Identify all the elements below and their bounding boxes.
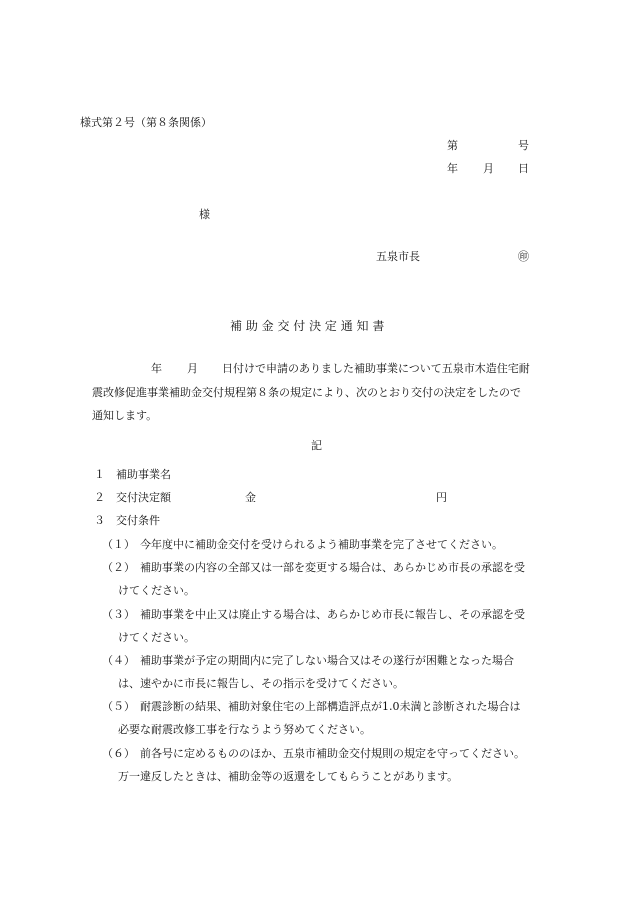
- condition-2-number: （２）: [102, 561, 135, 574]
- date-year: 年: [447, 162, 458, 175]
- condition-4-number: （４）: [102, 654, 135, 667]
- condition-2-line-1: 補助事業の内容の全部又は一部を変更する場合は、あらかじめ市長の承認を受: [140, 561, 525, 574]
- condition-3-line-2: けてください。: [118, 631, 195, 644]
- condition-6-number: （６）: [102, 747, 135, 760]
- condition-3-number: （３）: [102, 608, 135, 621]
- intro-line-3: 通知します。: [92, 409, 158, 422]
- item-1-number: １: [94, 468, 105, 481]
- item-2-number: ２: [94, 491, 105, 504]
- item-2-amount-prefix: 金: [245, 491, 256, 504]
- issuer-seal: ㊞: [518, 250, 529, 263]
- item-3-number: ３: [94, 514, 105, 527]
- doc-number-prefix: 第: [447, 139, 458, 152]
- document-title: 補 助 金 交 付 決 定 通 知 書: [230, 319, 385, 333]
- condition-5-line-2: 必要な耐震改修工事を行なうよう努めてください。: [118, 723, 371, 736]
- intro-month: 月: [187, 362, 198, 375]
- addressee-suffix: 様: [199, 208, 210, 221]
- item-3-label: 交付条件: [116, 514, 160, 527]
- condition-6-line-2: 万一違反したときは、補助金等の返還をしてもらうことがあります。: [118, 770, 459, 783]
- condition-5-number: （５）: [102, 700, 135, 713]
- date-day: 日: [518, 162, 529, 175]
- intro-year: 年: [151, 362, 162, 375]
- form-number: 様式第２号（第８条関係）: [80, 116, 212, 129]
- condition-6-line-1: 前各号に定めるもののほか、五泉市補助金交付規則の規定を守ってください。: [140, 747, 525, 760]
- date-month: 月: [483, 162, 494, 175]
- item-2-amount-suffix: 円: [436, 491, 447, 504]
- item-2-label: 交付決定額: [116, 491, 171, 504]
- condition-4-line-2: は、速やかに市長に報告し、その指示を受けてください。: [118, 677, 404, 690]
- condition-4-line-1: 補助事業が予定の期間内に完了しない場合又はその遂行が困難となった場合: [140, 654, 514, 667]
- condition-5-line-1: 耐震診断の結果、補助対象住宅の上部構造評点が1.0未満と診断された場合は: [140, 700, 521, 713]
- condition-1-line-1: 今年度中に補助金交付を受けられるよう補助事業を完了させてください。: [140, 538, 503, 551]
- item-1-label: 補助事業名: [116, 468, 171, 481]
- doc-number-suffix: 号: [518, 139, 529, 152]
- intro-line-2: 震改修促進事業補助金交付規程第８条の規定により、次のとおり交付の決定をしたので: [92, 386, 521, 399]
- condition-1-number: （１）: [102, 538, 135, 551]
- condition-3-line-1: 補助事業を中止又は廃止する場合は、あらかじめ市長に報告し、その承認を受: [140, 608, 525, 621]
- condition-2-line-2: けてください。: [118, 584, 195, 597]
- ki-marker: 記: [311, 439, 322, 452]
- intro-line-1: 日付けで申請のありました補助事業について五泉市木造住宅耐: [222, 362, 530, 375]
- issuer-title: 五泉市長: [376, 250, 420, 263]
